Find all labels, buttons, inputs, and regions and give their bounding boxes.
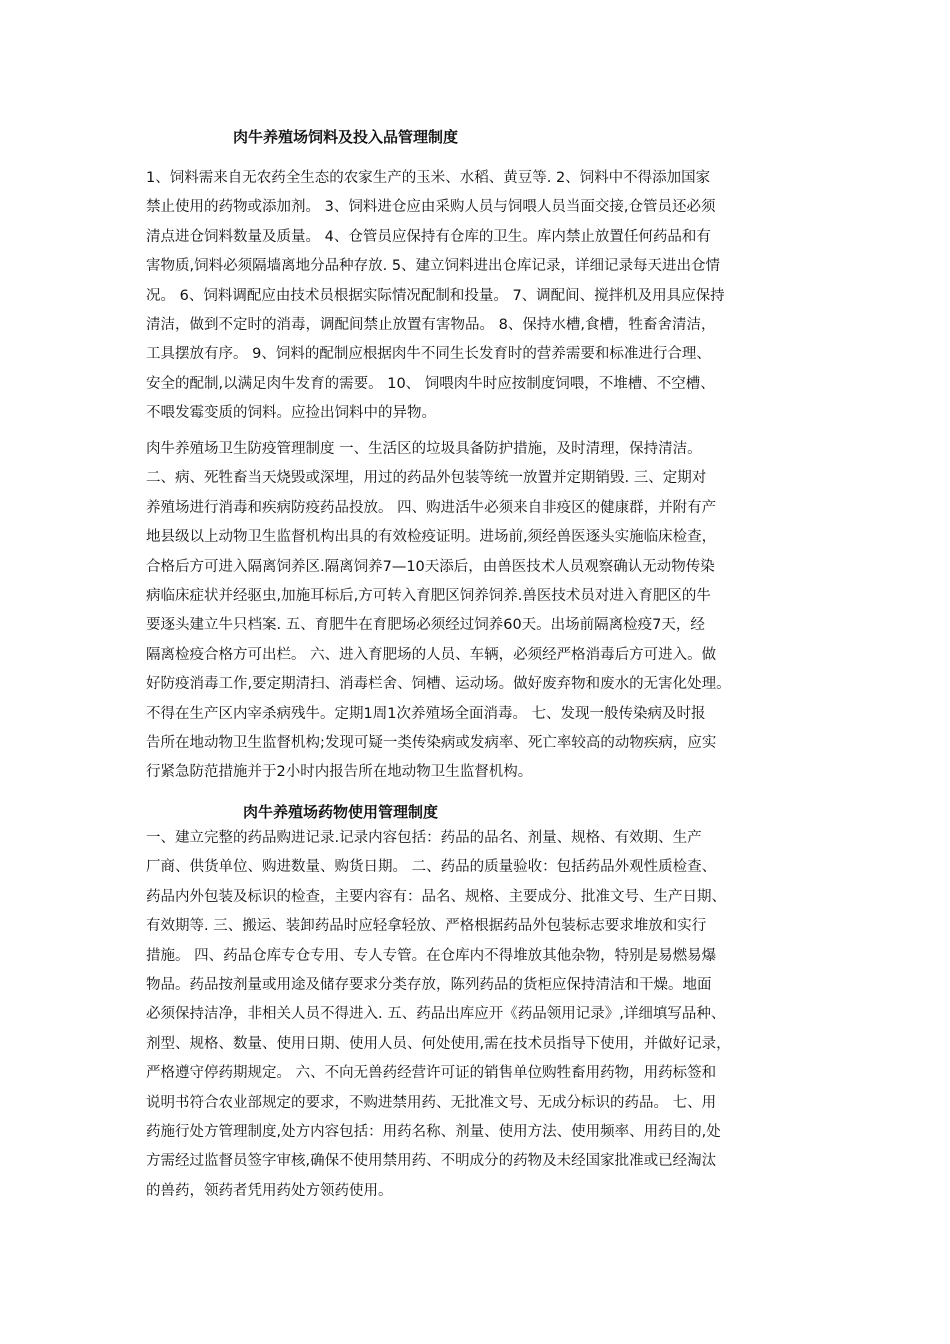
text-line: 严格遵守停药期规定。 六、不向无兽药经营许可证的销售单位购牲畜用药物，用药标签和: [146, 1065, 717, 1082]
text-line: 害物质,饲料必须隔墙离地分品种存放. 5、建立饲料进出仓库记录，详细记录每天进出仓情: [146, 258, 721, 275]
text-line: 隔离检疫合格方可出栏。 六、进入育肥场的人员、车辆，必须经严格消毒后方可进入。做: [146, 646, 717, 663]
text-line: 二、病、死牲畜当天烧毁或深埋，用过的药品外包装等统一放置并定期销毁. 三、定期对: [146, 470, 707, 487]
text-line: 不喂发霉变质的饲料。应捡出饲料中的异物。: [146, 405, 436, 422]
text-line: 措施。 四、药品仓库专仓专用、专人专管。在仓库内不得堆放其他杂物，特别是易燃易爆: [146, 947, 717, 964]
text-line: 厂商、供货单位、购进数量、购货日期。 二、药品的质量验收：包括药品外观性质检查、: [146, 859, 717, 876]
paragraph-drug-use: [146, 824, 814, 1206]
paragraph-feed-management: [146, 164, 814, 429]
text-line: 况。 6、饲料调配应由技术员根据实际情况配制和投量。 7、调配间、搅拌机及用具应保持: [146, 287, 725, 304]
text-line: 清点进仓饲料数量及质量。 4、仓管员应保持有仓库的卫生。库内禁止放置任何药品和有: [146, 228, 711, 245]
text-line: 的兽药，领药者凭用药处方领药使用。: [146, 1182, 393, 1199]
text-line: 必须保持洁净，非相关人员不得进入. 五、药品出库应开《药品领用记录》,详细填写品种、: [146, 1006, 726, 1023]
text-line: 养殖场进行消毒和疾病防疫药品投放。 四、购进活牛必须来自非疫区的健康群，并附有产: [146, 499, 717, 516]
text-line: 药施行处方管理制度,处方内容包括：用药名称、剂量、使用方法、使用频率、用药目的,处: [146, 1124, 721, 1141]
text-line: 告所在地动物卫生监督机构;发现可疑一类传染病或发病率、死亡率较高的动物疾病，应实: [146, 735, 717, 752]
text-line: 一、建立完整的药品购进记录.记录内容包括：药品的品名、剂量、规格、有效期、生产: [146, 830, 702, 846]
text-line: 禁止使用的药物或添加剂。 3、饲料进仓应由采购人员与饲喂人员当面交接,仓管员还必须: [146, 199, 716, 216]
text-line: 好防疫消毒工作,要定期清扫、消毒栏舍、饲槽、运动场。做好废弃物和废水的无害化处理。: [146, 676, 731, 693]
text-line: 方需经过监督员签字审核,确保不使用禁用药、不明成分的药物及未经国家批准或已经淘汰: [146, 1153, 717, 1170]
text-line: 合格后方可进入隔离饲养区.隔离饲养7—10天添后，由兽医技术人员观察确认无动物传染: [146, 558, 715, 575]
text-line: 地县级以上动物卫生监督机构出具的有效检疫证明。进场前,须经兽医逐头实施临床检查，: [146, 529, 717, 546]
text-line: 物品。药品按剂量或用途及储存要求分类存放，陈列药品的货柜应保持清洁和干燥。地面: [146, 977, 712, 994]
text-line: 药品内外包装及标识的检查，主要内容有：品名、规格、主要成分、批准文号、生产日期、: [146, 888, 726, 905]
text-line: 说明书符合农业部规定的要求，不购进禁用药、无批准文号、无成分标识的药品。 七、用: [146, 1094, 717, 1111]
text-line: 剂型、规格、数量、使用日期、使用人员、何处使用,需在技术员指导下使用，并做好记录，: [146, 1035, 731, 1052]
text-line: 病临床症状并经驱虫,加施耳标后,方可转入育肥区饲养饲养.兽医技术员对进入育肥区的牛: [146, 588, 711, 605]
section-title-drug-use: 肉牛养殖场药物使用管理制度: [243, 803, 439, 821]
text-line: 清洁，做到不定时的消毒，调配间禁止放置有害物品。 8、保持水槽,食槽，牲畜舍清洁，: [146, 317, 716, 334]
text-line: 要逐头建立牛只档案. 五、育肥牛在育肥场必须经过饲养60天。出场前隔离检疫7天，经: [146, 617, 705, 634]
text-line: 1、饲料需来自无农药全生态的农家生产的玉米、水稻、黄豆等. 2、饲料中不得添加国家: [146, 170, 711, 186]
text-line: 有效期等. 三、搬运、装卸药品时应轻拿轻放、严格根据药品外包装标志要求堆放和实行: [146, 918, 707, 935]
text-line: 行紧急防范措施并于2小时内报告所在地动物卫生监督机构。: [146, 764, 533, 781]
section-title-feed: 肉牛养殖场饲料及投入品管理制度: [233, 128, 459, 146]
text-line: 不得在生产区内宰杀病残牛。定期1周1次养殖场全面消毒。 七、发现一般传染病及时报: [146, 705, 706, 722]
paragraph-hygiene-epidemic: [146, 435, 814, 788]
text-line: 工具摆放有序。 9、饲料的配制应根据肉牛不同生长发育时的营养需要和标准进行合理、: [146, 346, 711, 363]
text-line: 肉牛养殖场卫生防疫管理制度 一、生活区的垃圾具备防护措施，及时清理，保持清洁。: [146, 441, 702, 457]
text-line: 安全的配制,以满足肉牛发育的需要。 10、 饲喂肉牛时应按制度饲喂，不堆槽、不空槽、: [146, 375, 715, 392]
